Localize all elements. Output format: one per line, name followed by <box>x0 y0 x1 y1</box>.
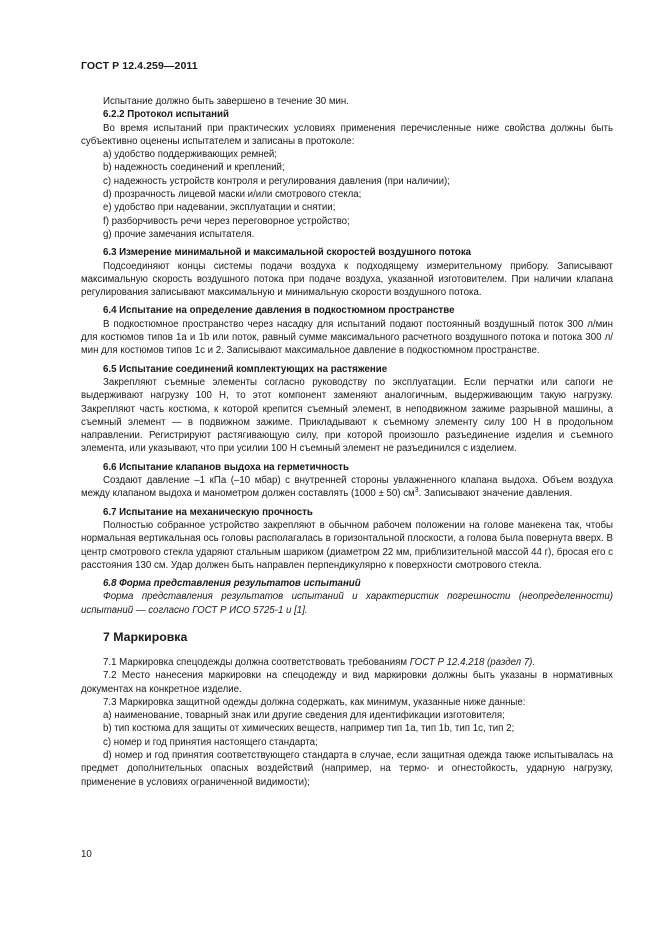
superscript-cube: 3 <box>414 487 419 495</box>
list-item: b) тип костюма для защиты от химических веществ, например тип 1a, тип 1b, тип 1c, тип 2; <box>103 723 515 735</box>
standard-reference: ГОСТ Р 12.4.218 (раздел 7) <box>409 656 533 668</box>
section-heading-6-7: 6.7 Испытание на механическую прочность <box>103 506 313 518</box>
section-heading-6-6: 6.6 Испытание клапанов выдоха на герметичность <box>103 461 349 473</box>
section-heading-6-2-2: 6.2.2 Протокол испытаний <box>103 109 229 121</box>
list-item: e) удобство при надевании, эксплуатации и снятии; <box>103 202 336 214</box>
paragraph-6-7: Полностью собранное устройство закрепляют в обычном рабочем положении на голове манекена так, чтобы нормальная вертикальная ось головы располагалась в горизонтальной плоскости, а голова была повернута вверх. В центр смотрового стекла ударяют стальным шариком (диаметром 22 мм, приблизительной массой 44 г), бросая его с расстояния 130 см. Удар должен быть направлен перпендикулярно к поверхности смотрового стекла. <box>81 519 613 571</box>
paragraph-6-4: В подкостюмное пространство через насадку для испытаний подают постоянный воздушный поток 300 л/мин для костюмов типов 1a и 1b или поток, равный сумме максимального расчетного воздушного потока и потока 300 л/мин для костюмов типов 1c и 2. Записывают максимальное давление в подкостюмном пространстве. <box>81 318 613 357</box>
document-header: ГОСТ Р 12.4.259—2011 <box>81 60 198 72</box>
paragraph-6-2-2: Во время испытаний при практических условиях применения перечисленные ниже свойства должны быть субъективно оценены испытателем и записаны в протоколе: <box>81 122 613 147</box>
paragraph-7-1-tail: . <box>532 656 536 668</box>
list-item: a) наименование, товарный знак или другие сведения для идентификации изготовителя; <box>103 710 505 722</box>
list-item: f) разборчивость речи через переговорное устройство; <box>103 215 350 227</box>
paragraph-6-5: Закрепляют съемные элементы согласно руководству по эксплуатации. Если перчатки или сапоги не выдерживают нагрузку 100 Н, то этот компонент заменяют аналогичным, выдерживающим такую нагрузку. Закрепляют часть костюма, к которой крепится съемный элемент, в неподвижном зажиме разрывной машины, а съемный элемент — в подвижном зажиме. Прикладывают к съемному элементу силу 100 Н в продольном направлении. Регистрируют растягивающую силу, при которой произошло разъединение изделия и съемного элемента, или указывают, что при усилии 100 Н съемный элемент не разъединился с изделием. <box>81 376 613 455</box>
paragraph-6-6 <box>81 474 613 501</box>
list-item: a) удобство поддерживающих ремней; <box>103 149 277 161</box>
list-item: b) надежность соединений и креплений; <box>103 162 285 174</box>
paragraph-6-8: Форма представления результатов испытаний и характеристик погрешности (неопределенности) испытаний — согласно ГОСТ Р ИСО 5725-1 и [1]. <box>81 591 613 616</box>
paragraph-6-6-text: Создают давление –1 кПа (–10 мбар) с внутренней стороны увлажненного клапана выдоха. Объем воздуха между клапаном выдоха и манометром должен составлять (1000 ± 50) см <box>81 475 613 500</box>
list-item: c) номер и год принятия настоящего стандарта; <box>103 736 318 748</box>
paragraph-6-3: Подсоединяют концы системы подачи воздуха к подходящему измерительному прибору. Записывают максимальную скорость воздушного потока при подаче воздуха, указанной изготовителем. При наличии клапана регулирования записывают максимальную и минимальную скорости воздушного потока. <box>81 260 613 299</box>
paragraph-6-6-tail: . Записывают значение давления. <box>418 488 573 500</box>
list-item: d) номер и год принятия соответствующего стандарта в случае, если защитная одежда также испытывалась на предмет дополнительных опасных воздействий (например, на термо- и огнестойкость, ударную нагрузку, применение в условиях ограниченной видимости); <box>81 750 613 788</box>
section-heading-6-8: 6.8 Форма представления результатов испытаний <box>103 578 361 590</box>
section-heading-6-5: 6.5 Испытание соединений комплектующих на растяжение <box>103 363 388 375</box>
section-heading-6-3: 6.3 Измерение минимальной и максимальной скоростей воздушного потока <box>103 247 472 259</box>
list-item: c) надежность устройств контроля и регулирования давления (при наличии); <box>103 175 450 187</box>
paragraph-7-1-text: 7.1 Маркировка спецодежды должна соответствовать требованиям <box>103 656 410 668</box>
list-item: g) прочие замечания испытателя. <box>103 228 255 240</box>
document-body <box>81 95 613 789</box>
section-heading-6-4: 6.4 Испытание на определение давления в подкостюмном пространстве <box>103 305 455 317</box>
section-heading-7: 7 Маркировка <box>103 629 188 644</box>
paragraph-7-3: 7.3 Маркировка защитной одежды должна содержать, как минимум, указанные ниже данные: <box>103 696 526 708</box>
list-item: d) прозрачность лицевой маски и/или смотрового стекла; <box>103 189 362 201</box>
paragraph-7-1 <box>81 656 613 669</box>
page-number: 10 <box>81 849 92 860</box>
paragraph-7-2: 7.2 Место нанесения маркировки на спецодежду и вид маркировки должны быть указаны в нормативных документах на конкретное изделие. <box>81 670 613 695</box>
intro-paragraph: Испытание должно быть завершено в течение 30 мин. <box>103 96 349 107</box>
